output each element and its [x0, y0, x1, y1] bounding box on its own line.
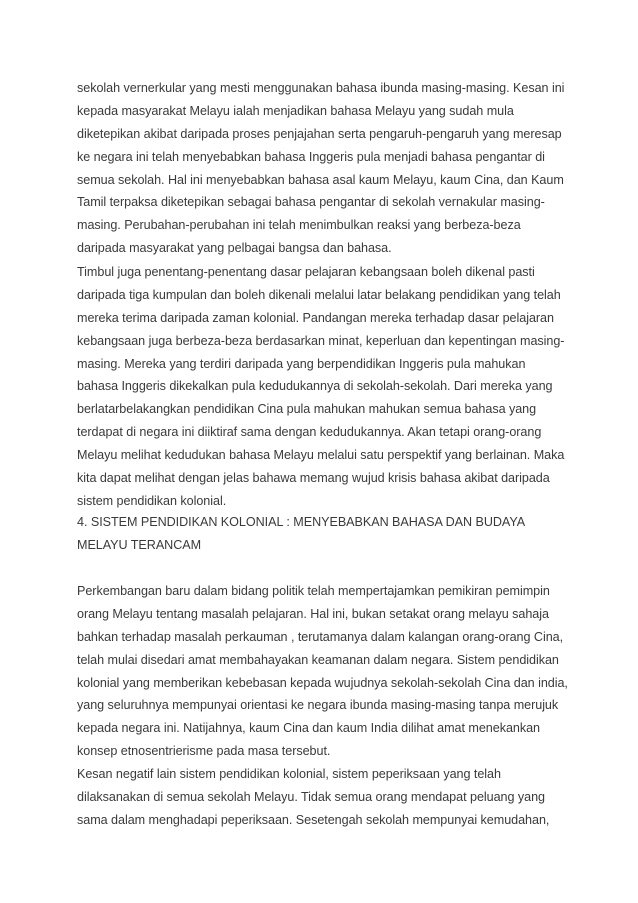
text-line: kolonial yang memberikan kebebasan kepada wujudnya sekolah-sekolah Cina dan india, [77, 675, 568, 690]
section-heading [77, 511, 577, 557]
text-line: mereka terima daripada zaman kolonial. Pandangan mereka terhadap dasar pelajaran [77, 310, 554, 325]
text-line: sistem pendidikan kolonial. [77, 493, 227, 508]
paragraph-2 [77, 261, 577, 513]
text-line: bahkan terhadap masalah perkauman , terutamanya dalam kalangan orang-orang Cina, [77, 629, 564, 644]
text-line: orang Melayu tentang masalah pelajaran. Hal ini, bukan setakat orang melayu sahaja [77, 606, 549, 621]
text-line: sekolah vernerkular yang mesti menggunakan bahasa ibunda masing-masing. Kesan ini [77, 81, 565, 95]
text-line: masing. Mereka yang terdiri daripada yang berpendidikan Inggeris pula mahukan [77, 356, 526, 371]
text-line: kepada masyarakat Melayu ialah menjadikan bahasa Melayu yang sudah mula [77, 103, 514, 118]
text-line: Timbul juga penentang-penentang dasar pelajaran kebangsaan boleh dikenal pasti [77, 265, 535, 279]
text-line: ke negara ini telah menyebabkan bahasa Inggeris pula menjadi bahasa pengantar di [77, 149, 545, 164]
paragraph-4 [77, 763, 577, 832]
text-line: dilaksanakan di semua sekolah Melayu. Tidak semua orang mendapat peluang yang [77, 789, 546, 804]
paragraph-3 [77, 580, 577, 763]
text-line: Tamil terpaksa diketepikan sebagai bahasa pengantar di sekolah vernakular masing- [77, 195, 545, 210]
text-line: kebangsaan juga berbeza-beza berdasarkan minat, keperluan dan kepentingan masing- [77, 333, 565, 348]
text-line: Perkembangan baru dalam bidang politik telah mempertajamkan pemikiran pemimpin [77, 584, 550, 598]
text-line: masing. Perubahan-perubahan ini telah menimbulkan reaksi yang berbeza-beza [77, 218, 521, 233]
text-line: berlatarbelakangkan pendidikan Cina pula mahukan mahukan semua bahasa yang [77, 402, 537, 417]
text-line: diketepikan akibat daripada proses penjajahan serta pengaruh-pengaruh yang meresap [77, 126, 562, 141]
text-line: daripada tiga kumpulan dan boleh dikenali melalui latar belakang pendidikan yang telah [77, 287, 561, 302]
text-line: telah mulai disedari amat membahayakan keamanan dalam negara. Sistem pendidikan [77, 652, 559, 667]
text-line: Kesan negatif lain sistem pendidikan kolonial, sistem peperiksaan yang telah [77, 767, 501, 781]
text-line: Melayu melihat kedudukan bahasa Melayu melalui satu perspektif yang berlainan. Maka [77, 448, 565, 463]
text-line: sama dalam menghadapi peperiksaan. Sesetengah sekolah mempunyai kemudahan, [77, 812, 550, 827]
text-line: semua sekolah. Hal ini menyebabkan bahasa asal kaum Melayu, kaum Cina, dan Kaum [77, 172, 564, 187]
heading-line: 4. SISTEM PENDIDIKAN KOLONIAL : MENYEBABKAN BAHASA DAN BUDAYA [77, 515, 526, 529]
text-line: konsep etnosentrierisme pada masa tersebut. [77, 744, 331, 759]
heading-line: MELAYU TERANCAM [77, 537, 202, 552]
text-line: daripada masyarakat yang pelbagai bangsa dan bahasa. [77, 241, 392, 256]
paragraph-1 [77, 77, 577, 260]
text-line: kita dapat melihat dengan jelas bahawa memang wujud krisis bahasa akibat daripada [77, 471, 550, 486]
text-line: bahasa Inggeris dikekalkan pula kedudukannya di sekolah-sekolah. Dari mereka yang [77, 379, 553, 394]
text-line: yang seluruhnya mempunyai orientasi ke negara ibunda masing-masing tanpa merujuk [77, 698, 559, 713]
text-line: terdapat di negara ini diiktiraf sama dengan kedudukannya. Akan tetapi orang-orang [77, 425, 542, 440]
text-line: kepada negara ini. Natijahnya, kaum Cina dan kaum India dilihat amat menekankan [77, 721, 541, 736]
